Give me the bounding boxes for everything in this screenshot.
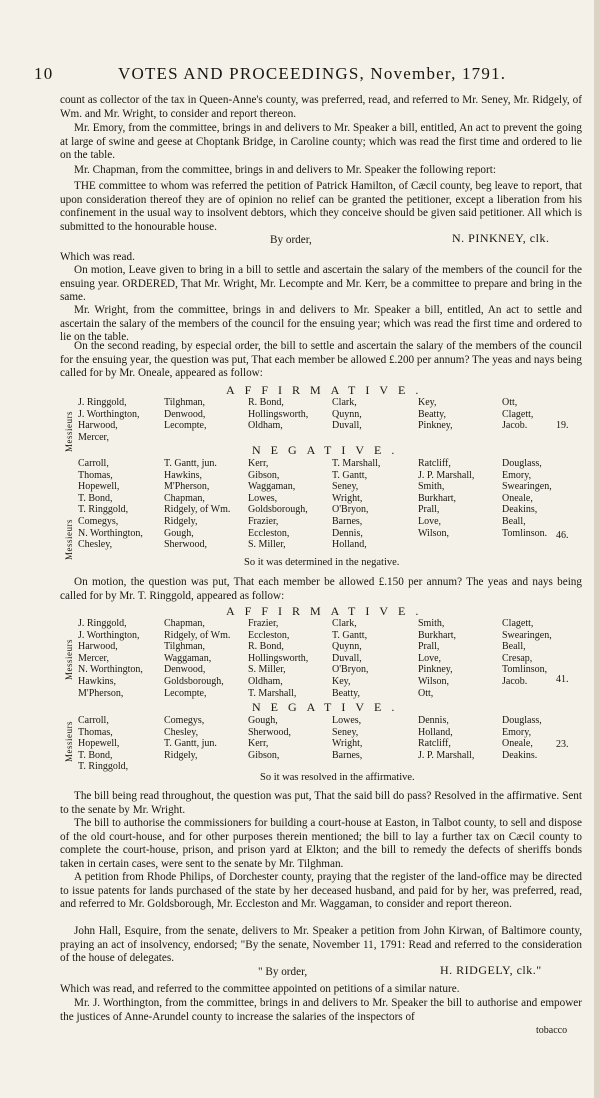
member-name: Beatty,: [418, 408, 446, 420]
vote-column: [164, 458, 230, 551]
paragraph-similar-nature: Which was read, and referred to the committee appointed on petitions of a similar nature.: [60, 983, 460, 995]
member-name: Douglass,: [502, 715, 542, 726]
member-name: Burkhart,: [418, 629, 457, 641]
vote1-negative-messieurs: Messieurs: [64, 519, 74, 560]
paragraph-motion-150: On motion, the question was put, That each member be allowed £.150 per annum? The yeas and nays being called for by Mr. T. Ringgold, appeared as follow:: [60, 576, 582, 602]
member-name: Cresap,: [502, 652, 533, 664]
member-name: J. Worthington,: [78, 629, 140, 641]
vote-column: [164, 715, 217, 761]
member-name: Thomas,: [78, 469, 113, 481]
member-name: Gough,: [248, 715, 278, 726]
member-name: Waggaman,: [164, 652, 212, 664]
member-name: Hopewell,: [78, 738, 120, 750]
member-name: Holland,: [332, 539, 367, 551]
vote-column: [332, 618, 369, 699]
member-name: Tilghman,: [164, 641, 206, 653]
paragraph-kirwan-petition: John Hall, Esquire, from the senate, delivers to Mr. Speaker a petition from John Kirwan, of Baltimore county, praying an act of insolvency, endorsed; "By the senate, November 11, 1791: Read and referred to the consideration of the house of delegates.: [60, 925, 582, 965]
member-name: Chesley,: [164, 726, 199, 738]
vote-column: [164, 618, 230, 699]
member-name: Hawkins,: [164, 469, 203, 481]
vote-column: [418, 397, 453, 432]
member-name: Lowes,: [248, 492, 278, 504]
vote-column: [502, 715, 542, 761]
member-name: Sherwood,: [164, 539, 208, 551]
member-name: Seney,: [332, 726, 359, 738]
member-name: Comegys,: [164, 715, 205, 726]
member-name: N. Worthington,: [78, 527, 143, 539]
paragraph-motion-salary: On motion, Leave given to bring in a bill to settle and ascertain the salary of the members of the council for the ensuing year. ORDERED, That Mr. Wright, Mr. Lecompte and Mr. Kerr, be a committee to prepare and bring in the same.: [60, 264, 582, 304]
member-name: Clagett,: [502, 618, 534, 629]
member-name: Wilson,: [418, 527, 449, 539]
member-name: J. Ringgold,: [78, 618, 127, 629]
senate-by-order: " By order,: [258, 966, 308, 978]
member-name: T. Ringgold,: [78, 504, 129, 516]
member-name: Eccleston,: [248, 527, 290, 539]
member-name: Oldham,: [248, 420, 283, 432]
catchword: tobacco: [536, 1025, 568, 1036]
vote2-result: So it was resolved in the affirmative.: [260, 772, 415, 783]
member-name: Douglass,: [502, 458, 542, 469]
member-name: Ridgely, of Wm.: [164, 504, 231, 516]
vote-column: [502, 458, 552, 539]
vote-column: [502, 397, 533, 432]
member-name: Harwood,: [78, 641, 118, 653]
vote-column: [78, 397, 140, 443]
member-name: Jacob.: [502, 675, 528, 687]
member-name: Wright,: [332, 738, 363, 750]
member-name: Denwood,: [164, 408, 206, 420]
member-name: Tomlinson.: [502, 527, 548, 539]
member-name: M'Pherson,: [78, 687, 124, 699]
member-name: Gibson,: [248, 469, 280, 481]
member-name: O'Bryon,: [332, 664, 369, 676]
member-name: Smith,: [418, 618, 445, 629]
member-name: R. Bond,: [248, 641, 284, 653]
member-name: Lecompte,: [164, 420, 207, 432]
member-name: S. Miller,: [248, 539, 286, 551]
member-name: Burkhart,: [418, 492, 457, 504]
page-number: 10: [34, 64, 54, 83]
member-name: J. Ringgold,: [78, 397, 127, 408]
member-name: Oneale,: [502, 738, 533, 750]
paragraph-emory-bill: Mr. Emory, from the committee, brings in and delivers to Mr. Speaker a bill, entitled, An act to prevent the going at large of swine and geese at Choptank Bridge, in Caroline county; which was read the first time and ordered to lie on the table.: [60, 122, 582, 162]
member-name: Emory,: [502, 469, 532, 481]
member-name: Pinkney,: [418, 664, 453, 676]
member-name: T. Ringgold,: [78, 761, 129, 773]
member-name: Deakins,: [502, 504, 538, 516]
member-name: Quynn,: [332, 408, 362, 420]
member-name: Ratcliff,: [418, 738, 451, 750]
member-name: Thomas,: [78, 726, 113, 738]
member-name: Lecompte,: [164, 687, 207, 699]
vote-column: [78, 715, 128, 773]
member-name: Key,: [332, 675, 351, 687]
paragraph-second-reading: On the second reading, by especial order, the bill to settle and ascertain the salary of the members of the council for the ensuing year, the question was put, That each member be allowed £.200 per annum? The yeas and nays being called for by Mr. Oneale, appeared as follow:: [60, 340, 582, 380]
member-name: Oneale,: [502, 492, 533, 504]
member-name: Hopewell,: [78, 481, 120, 493]
paragraph-bill-pass: The bill being read throughout, the question was put, That the said bill do pass? Resolved in the affirmative. Sent to the senate by Mr. Wright.: [60, 790, 582, 816]
member-name: Kerr,: [248, 738, 269, 750]
vote-column: [418, 458, 474, 539]
paragraph-worthington-bill: Mr. J. Worthington, from the committee, brings in and delivers to Mr. Speaker the bill to authorise and empower the justices of Anne-Arundel county to increase the salaries of the inspectors of: [60, 997, 582, 1023]
vote-column: [332, 715, 362, 761]
member-name: Holland,: [418, 726, 453, 738]
member-name: Carroll,: [78, 458, 109, 469]
vote1-affirmative-total: 19.: [556, 420, 569, 431]
member-name: Denwood,: [164, 664, 206, 676]
vote1-affirmative-messieurs: Messieurs: [64, 411, 74, 452]
member-name: Chesley,: [78, 539, 113, 551]
member-name: Beatty,: [332, 687, 360, 699]
member-name: Carroll,: [78, 715, 109, 726]
member-name: Swearingen,: [502, 481, 552, 493]
senate-clerk-signature: H. RIDGELY, clk.": [440, 963, 542, 977]
paragraph-easton-bills: The bill to authorise the commissioners for building a court-house at Easton, in Talbot county, to sell and dispose of the old court-house, and for other purposes therein mentioned; the bill to lay a further tax on Cæcil county to complete the court-house, prison, and prison yard at Elkton; and the bill to remedy the defects of sheriffs bonds taken in certain cases, were sent to the senate by Mr. Tilghman.: [60, 817, 582, 870]
member-name: Chapman,: [164, 492, 205, 504]
member-name: Mercer,: [78, 652, 109, 664]
member-name: Beall,: [502, 515, 526, 527]
vote-column: [248, 458, 308, 551]
member-name: Kerr,: [248, 458, 269, 469]
member-name: Quynn,: [332, 641, 362, 653]
member-name: Chapman,: [164, 618, 205, 629]
member-name: R. Bond,: [248, 397, 284, 408]
paragraph-philips-petition: A petition from Rhode Philips, of Dorchester county, praying that the register of the land-office may be directed to issue patents for lands purchased of the state by her deceased husband, and paid for by her, was preferred, read, and referred to Mr. Goldsborough, Mr. Eccleston and Mr. Waggaman, to consider and report thereon.: [60, 871, 582, 911]
vote2-affirmative-heading: AFFIRMATIVE.: [226, 604, 429, 618]
vote-column: [502, 618, 552, 688]
member-name: Tomlinson,: [502, 664, 548, 676]
member-name: Harwood,: [78, 420, 118, 432]
paragraph-which-read: Which was read.: [60, 251, 135, 263]
member-name: Wilson,: [418, 675, 449, 687]
member-name: Dennis,: [332, 527, 363, 539]
member-name: T. Marshall,: [332, 458, 381, 469]
member-name: O'Bryon,: [332, 504, 369, 516]
vote2-affirmative-messieurs: Messieurs: [64, 639, 74, 680]
member-name: Hawkins,: [78, 675, 117, 687]
member-name: Swearingen,: [502, 629, 552, 641]
member-name: Frazier,: [248, 618, 279, 629]
member-name: Smith,: [418, 481, 445, 493]
member-name: J. P. Marshall,: [418, 749, 475, 761]
vote-column: [248, 618, 308, 699]
member-name: T. Bond,: [78, 749, 113, 761]
member-name: Goldsborough,: [164, 675, 224, 687]
member-name: T. Gantt,: [332, 629, 368, 641]
vote2-negative-table: [78, 715, 548, 775]
vote2-negative-total: 23.: [556, 739, 569, 750]
page-edge: [594, 0, 600, 1098]
member-name: Pinkney,: [418, 420, 453, 432]
member-name: Barnes,: [332, 749, 363, 761]
vote-column: [248, 397, 308, 432]
vote2-negative-heading: NEGATIVE.: [252, 700, 405, 714]
member-name: N. Worthington,: [78, 664, 143, 676]
member-name: J. P. Marshall,: [418, 469, 475, 481]
member-name: Gough,: [164, 527, 194, 539]
clerk-signature: N. PINKNEY, clk.: [452, 231, 550, 245]
vote1-negative-total: 46.: [556, 530, 569, 541]
member-name: Love,: [418, 652, 442, 664]
member-name: Jacob.: [502, 420, 528, 432]
member-name: Waggaman,: [248, 481, 296, 493]
member-name: Ratcliff,: [418, 458, 451, 469]
member-name: Ott,: [418, 687, 434, 699]
member-name: S. Miller,: [248, 664, 286, 676]
member-name: Ott,: [502, 397, 518, 408]
member-name: Emory,: [502, 726, 532, 738]
member-name: Beall,: [502, 641, 526, 653]
member-name: Barnes,: [332, 515, 363, 527]
member-name: Gibson,: [248, 749, 280, 761]
vote1-negative-heading: NEGATIVE.: [252, 443, 405, 457]
vote-column: [418, 715, 474, 761]
vote-column: [164, 397, 206, 432]
member-name: Ridgely, of Wm.: [164, 629, 231, 641]
paragraph-chapman-report: Mr. Chapman, from the committee, brings in and delivers to Mr. Speaker the following report:: [74, 164, 496, 176]
member-name: Oldham,: [248, 675, 283, 687]
member-name: T. Marshall,: [248, 687, 297, 699]
member-name: Goldsborough,: [248, 504, 308, 516]
vote-column: [248, 715, 291, 761]
member-name: T. Gantt,: [332, 469, 368, 481]
vote1-negative-table: [78, 458, 552, 552]
member-name: Seney,: [332, 481, 359, 493]
member-name: Clark,: [332, 397, 357, 408]
vote2-negative-messieurs: Messieurs: [64, 721, 74, 762]
vote2-affirmative-total: 41.: [556, 674, 569, 685]
member-name: Eccleston,: [248, 629, 290, 641]
member-name: Hollingsworth,: [248, 652, 309, 664]
paragraph-collector: count as collector of the tax in Queen-Anne's county, was preferred, read, and referred to Mr. Seney, Mr. Ridgely, of Wm. and Mr. Wright, to consider and report thereon.: [60, 94, 582, 120]
member-name: M'Pherson,: [164, 481, 210, 493]
member-name: Mercer,: [78, 431, 109, 443]
paragraph-wright-bill: Mr. Wright, from the committee, brings in and delivers to Mr. Speaker a bill, entitled, An act to settle and ascertain the salary of the members of the council for the ensuing year; which was read the first time and ordered to lie on the table.: [60, 304, 582, 344]
member-name: T. Bond,: [78, 492, 113, 504]
member-name: Ridgely,: [164, 749, 198, 761]
vote2-affirmative-table: [78, 618, 552, 700]
member-name: Wright,: [332, 492, 363, 504]
member-name: Comegys,: [78, 515, 119, 527]
vote-column: [332, 397, 362, 432]
member-name: Key,: [418, 397, 437, 408]
member-name: Hollingsworth,: [248, 408, 309, 420]
vote-column: [418, 618, 456, 699]
member-name: Dennis,: [418, 715, 449, 726]
member-name: Lowes,: [332, 715, 362, 726]
paragraph-committee-report: THE committee to whom was referred the petition of Patrick Hamilton, of Cæcil county, beg leave to report, that upon consideration thereof they are of opinion no relief can be granted the petitioner, except a liberation from his confinement in the usual way to insolvent debtors, which they conceive should be given said petitioner. All which is submitted to the honourable house.: [60, 180, 582, 233]
member-name: Frazier,: [248, 515, 279, 527]
vote-column: [78, 458, 143, 551]
member-name: Ridgely,: [164, 515, 198, 527]
vote1-result: So it was determined in the negative.: [244, 557, 400, 568]
page-title: VOTES AND PROCEEDINGS, November, 1791.: [118, 64, 507, 83]
vote-column: [78, 618, 143, 699]
member-name: Tilghman,: [164, 397, 206, 408]
vote1-affirmative-table: [78, 397, 548, 445]
member-name: J. Worthington,: [78, 408, 140, 420]
member-name: Sherwood,: [248, 726, 292, 738]
member-name: Love,: [418, 515, 442, 527]
member-name: Prall,: [418, 641, 440, 653]
member-name: Duvall,: [332, 652, 362, 664]
member-name: Clagett,: [502, 408, 534, 420]
member-name: Deakins.: [502, 749, 538, 761]
vote-column: [332, 458, 380, 551]
member-name: T. Gantt, jun.: [164, 458, 217, 469]
member-name: Prall,: [418, 504, 440, 516]
member-name: Clark,: [332, 618, 357, 629]
vote1-affirmative-heading: AFFIRMATIVE.: [226, 383, 429, 397]
member-name: Duvall,: [332, 420, 362, 432]
by-order-label: By order,: [270, 234, 312, 246]
member-name: T. Gantt, jun.: [164, 738, 217, 750]
